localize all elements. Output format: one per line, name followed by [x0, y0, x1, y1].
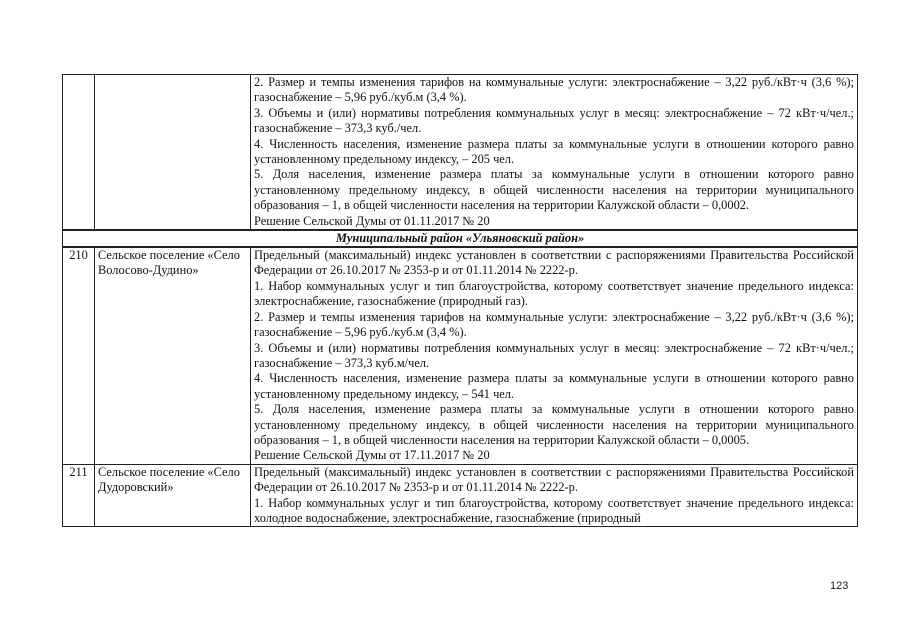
paragraph: 1. Набор коммунальных услуг и тип благоустройства, которому соответствует значение предельного индекса: холодное водоснабжение, электроснабжение, газоснабжение (природный: [254, 495, 854, 525]
paragraph: 3. Объемы и (или) нормативы потребления коммунальных услуг в месяц: электроснабжение – 72 кВт·ч/чел.; газоснабжение – 373,3 куб./чел.: [254, 105, 854, 136]
tariff-index-table: [62, 74, 858, 527]
section-heading: Муниципальный район «Ульяновский район»: [63, 230, 858, 247]
row-number: 210: [63, 247, 95, 464]
index-description-cell: [251, 75, 858, 231]
paragraph: Предельный (максимальный) индекс установлен в соответствии с распоряжениями Правительства Российской Федерации от 26.10.2017 № 2353-р и от 01.11.2014 № 2222-р.: [254, 464, 854, 495]
paragraph: Предельный (максимальный) индекс установлен в соответствии с распоряжениями Правительства Российской Федерации от 26.10.2017 № 2353-р и от 01.11.2014 № 2222-р.: [254, 248, 854, 278]
paragraph: 3. Объемы и (или) нормативы потребления коммунальных услуг в месяц: электроснабжение – 72 кВт·ч/чел.; газоснабжение – 373,3 куб.м/чел.: [254, 340, 854, 370]
paragraph: 1. Набор коммунальных услуг и тип благоустройства, которому соответствует значение предельного индекса: электроснабжение, газоснабжение (природный газ).: [254, 278, 854, 309]
row-number-cell: [63, 75, 95, 231]
section-heading-row: [63, 230, 858, 247]
settlement-name-cell: [95, 75, 251, 231]
settlement-name: Сельское поселение «Село Дудоровский»: [95, 464, 251, 527]
paragraph: 5. Доля населения, изменение размера платы за коммунальные услуги в отношении которого равно установленному предельному индексу, в общей численности населения на территории муниципального образования – 1, в общей численности населения на территории Калужской области – 0,0002.: [254, 167, 854, 213]
index-description-cell: [251, 464, 858, 527]
row-number: 211: [63, 464, 95, 527]
paragraph: 2. Размер и темпы изменения тарифов на коммунальные услуги: электроснабжение – 3,22 руб./кВт·ч (3,6 %); газоснабжение – 5,96 руб./куб.м (3,4 %).: [254, 309, 854, 340]
paragraph: 5. Доля населения, изменение размера платы за коммунальные услуги в отношении которого равно установленному предельному индексу, в общей численности населения на территории муниципального образования – 1, в общей численности населения на территории Калужской области – 0,0005.: [254, 402, 854, 447]
page-number: 123: [830, 580, 849, 592]
index-description-cell: [251, 247, 858, 464]
paragraph: 4. Численность населения, изменение размера платы за коммунальные услуги в отношении которого равно установленному предельному индексу, – 205 чел.: [254, 136, 854, 167]
paragraph: 2. Размер и темпы изменения тарифов на коммунальные услуги: электроснабжение – 3,22 руб./кВт·ч (3,6 %); газоснабжение – 5,96 руб./куб.м (3,4 %).: [254, 75, 854, 105]
settlement-name: Сельское поселение «Село Волосово-Дудино»: [95, 247, 251, 464]
decision-reference: Решение Сельской Думы от 01.11.2017 № 20: [254, 213, 490, 228]
table-row-211: [63, 464, 858, 527]
table-row-continued: [63, 75, 858, 231]
table-row-210: [63, 247, 858, 464]
paragraph: 4. Численность населения, изменение размера платы за коммунальные услуги в отношении которого равно установленному предельному индексу, – 541 чел.: [254, 371, 854, 401]
decision-reference: Решение Сельской Думы от 17.11.2017 № 20: [254, 448, 490, 463]
